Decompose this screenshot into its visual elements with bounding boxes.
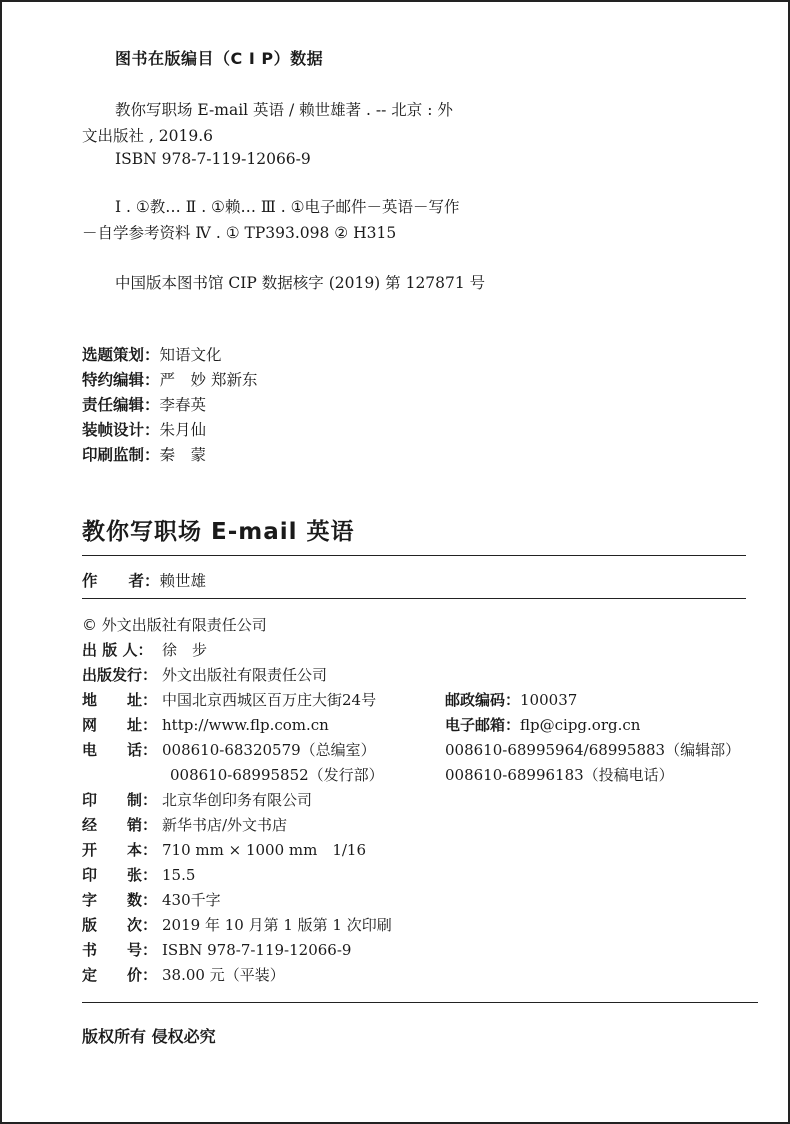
info-value: 710 mm × 1000 mm 1/16 [162, 841, 367, 859]
info-label: 开 本： [82, 841, 158, 859]
rights-notice: 版权所有 侵权必究 [82, 1027, 216, 1046]
info-value: 430千字 [162, 891, 221, 909]
credit-value: 严 妙 郑新东 [159, 371, 258, 389]
info-value: 徐 步 [162, 641, 208, 659]
info-row [82, 664, 327, 685]
postcode-row [445, 689, 577, 710]
credit-label: 特约编辑： [82, 371, 160, 389]
info-label: 经 销： [82, 816, 158, 834]
cip-heading: 图书在版编目（C I P）数据 [115, 49, 324, 68]
bottom-rule [82, 1002, 758, 1003]
author-row [82, 569, 206, 591]
info-row [82, 714, 329, 735]
cip-record-number: 中国版本图书馆 CIP 数据核字 (2019) 第 127871 号 [115, 274, 486, 292]
email-label: 电子邮箱： [445, 716, 521, 734]
info-value: 新华书店/外文书店 [162, 816, 288, 834]
credit-value: 知语文化 [159, 346, 222, 364]
cip-line-2: 文出版社 , 2019.6 [82, 127, 214, 145]
info-value: 中国北京西城区百万庄大街24号 [162, 691, 377, 709]
info-row [82, 639, 207, 660]
info-label: 版 次： [82, 916, 158, 934]
email-row [445, 714, 640, 735]
author-value: 赖世雄 [159, 572, 207, 590]
info-row [82, 789, 312, 810]
credit-label: 印刷监制： [82, 446, 160, 464]
book-title: 教你写职场 E-mail 英语 [82, 519, 355, 545]
info-value: 15.5 [162, 866, 196, 884]
info-label: 出版发行： [82, 666, 158, 684]
editorial-phone [445, 739, 740, 760]
info-label: 字 数： [82, 891, 158, 909]
credit-value: 秦 蒙 [159, 446, 207, 464]
author-label: 作 者： [82, 572, 160, 590]
cip-classification-2: －自学参考资料 Ⅳ . ① TP393.098 ② H315 [82, 224, 397, 242]
info-value: 2019 年 10 月第 1 版第 1 次印刷 [162, 916, 392, 934]
info-row [82, 739, 376, 760]
cip-line-1: 教你写职场 E-mail 英语 / 赖世雄著 . -- 北京 : 外 [115, 101, 453, 119]
info-value: ISBN 978-7-119-12066-9 [162, 941, 352, 959]
credit-label: 责任编辑： [82, 396, 160, 414]
credit-value: 李春英 [159, 396, 207, 414]
submission-phone-value: 008610-68996183（投稿电话） [445, 766, 674, 784]
info-label: 电 话： [82, 741, 158, 759]
info-label: 出 版 人： [82, 641, 153, 659]
info-row [82, 689, 376, 710]
postcode-label: 邮政编码： [445, 691, 521, 709]
credit-row [82, 418, 206, 440]
info-label: 网 址： [82, 716, 158, 734]
info-value: 008610-68320579（总编室） [162, 741, 376, 759]
credit-row [82, 368, 257, 390]
cip-isbn: ISBN 978-7-119-12066-9 [115, 150, 311, 168]
info-label: 书 号： [82, 941, 158, 959]
info-value: 38.00 元（平装） [162, 966, 285, 984]
email-value: flp@cipg.org.cn [520, 716, 641, 734]
info-row [82, 939, 351, 960]
info-row [82, 914, 392, 935]
author-rule [82, 598, 746, 599]
cip-classification-1: Ⅰ . ①教… Ⅱ . ①赖… Ⅲ . ①电子邮件－英语－写作 [115, 198, 460, 216]
info-row [82, 839, 366, 860]
info-row [82, 814, 287, 835]
credit-label: 装帧设计： [82, 421, 160, 439]
info-row [82, 964, 285, 985]
info-value: 外文出版社有限责任公司 [162, 666, 328, 684]
credit-label: 选题策划： [82, 346, 160, 364]
editorial-phone-value: 008610-68995964/68995883（编辑部） [445, 741, 741, 759]
credit-row [82, 443, 206, 465]
info-label: 印 张： [82, 866, 158, 884]
phone-extra: 008610-68995852（发行部） [170, 766, 384, 784]
credit-row [82, 393, 206, 415]
info-value: http://www.flp.com.cn [162, 716, 329, 734]
info-row [82, 864, 195, 885]
copyright-holder: © 外文出版社有限责任公司 [82, 616, 267, 634]
credit-row [82, 343, 222, 365]
submission-phone [445, 764, 674, 785]
title-rule [82, 555, 746, 556]
postcode-value: 100037 [520, 691, 578, 709]
credit-value: 朱月仙 [159, 421, 207, 439]
info-row [82, 889, 221, 910]
info-label: 定 价： [82, 966, 158, 984]
info-label: 印 制： [82, 791, 158, 809]
info-value: 北京华创印务有限公司 [162, 791, 313, 809]
info-label: 地 址： [82, 691, 158, 709]
